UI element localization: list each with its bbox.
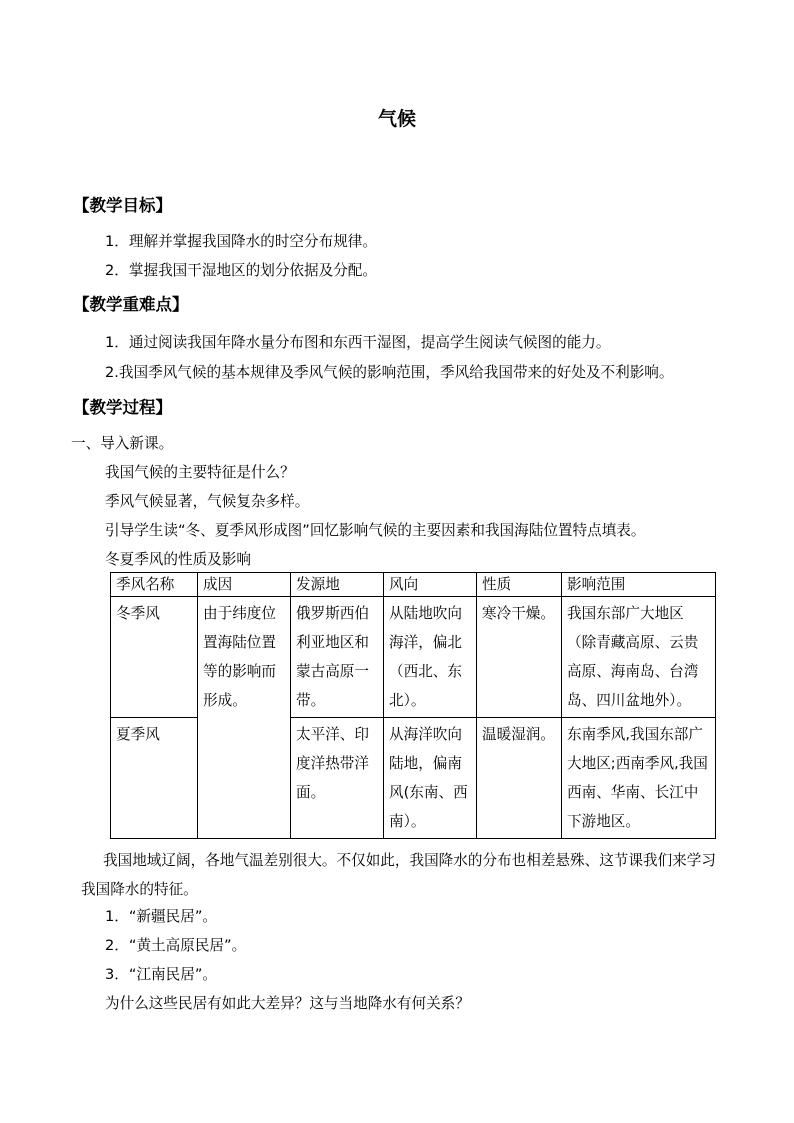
scope-cell: 我国东部广大地区（除青藏高原、云贵高原、海南岛、台湾岛、四川盆地外）。 [562,597,716,718]
table-header-cell: 风向 [384,573,477,597]
table-header-row [111,573,716,597]
monsoon-name-cell: 夏季风 [111,718,198,839]
key-point-item: 1．通过阅读我国年降水量分布图和东西干湿图，提高学生阅读气候图的能力。 [105,334,611,351]
house-item: 2．“黄土高原民居”。 [105,937,247,954]
origin-cell: 俄罗斯西伯利亚地区和蒙古高原一带。 [291,597,384,718]
direction-cell: 从海洋吹向陆地，偏南风(东南、西南）。 [384,718,477,839]
table-header-cell: 性质 [477,573,562,597]
table-caption: 冬夏季风的性质及影响 [105,551,251,568]
origin-cell: 太平洋、印度洋热带洋面。 [291,718,384,839]
table-header-cell: 影响范围 [562,573,716,597]
closing-question: 为什么这些民居有如此大差异？这与当地降水有何关系？ [105,995,470,1012]
page-title: 气候 [377,108,416,130]
table-header-cell: 季风名称 [111,573,198,597]
table-header-cell: 发源地 [291,573,384,597]
answer-line: 季风气候显著，气候复杂多样。 [105,493,310,510]
table-row-winter [111,597,716,718]
nature-cell: 寒冷干燥。 [477,597,562,718]
house-item: 3．“江南民居”。 [105,966,217,983]
goals-heading: 【教学目标】 [73,196,172,215]
monsoon-name-cell: 冬季风 [111,597,198,718]
monsoon-table [110,572,716,839]
scope-cell: 东南季风,我国东部广大地区;西南季风,我国西南、华南、长江中下游地区。 [562,718,716,839]
table-header-cell: 成因 [198,573,291,597]
cause-cell: 由于纬度位置海陆位置等的影响而形成。 [198,597,291,839]
guide-line: 引导学生读“冬、夏季风形成图”回忆影响气候的主要因素和我国海陆位置特点填表。 [105,522,646,539]
process-heading: 【教学过程】 [73,398,172,417]
after-table-paragraph: 我国地域辽阔，各地气温差别很大。不仅如此，我国降水的分布也相差悬殊、这节课我们来学习我国降水的特征。 [81,852,716,898]
nature-cell: 温暖湿润。 [477,718,562,839]
key-points-heading: 【教学重难点】 [73,295,189,314]
key-point-item: 2.我国季风气候的基本规律及季风气候的影响范围，季风给我国带来的好处及不利影响。 [105,364,674,381]
question-line: 我国气候的主要特征是什么？ [105,464,295,481]
goal-item: 1．理解并掌握我国降水的时空分布规律。 [105,233,377,250]
direction-cell: 从陆地吹向海洋，偏北（西北、东北）。 [384,597,477,718]
step-intro: 一、导入新课。 [71,435,174,452]
goal-item: 2．掌握我国干湿地区的划分依据及分配。 [105,262,377,279]
house-item: 1．“新疆民居”。 [105,908,217,925]
